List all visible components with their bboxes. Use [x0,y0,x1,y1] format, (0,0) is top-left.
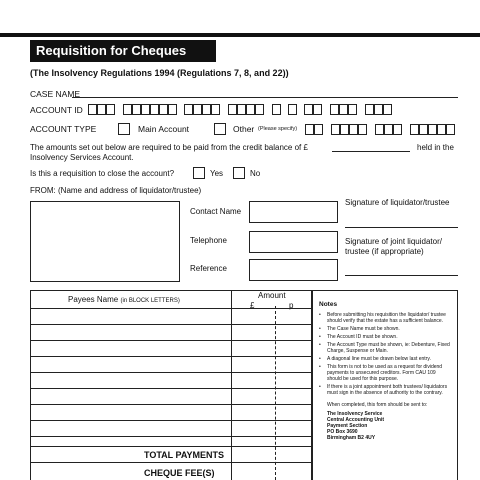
send-to-address: The Insolvency Service Central Accounting Unit Payment Section PO Box 3690 Birmingham B2 4UY [327,411,385,441]
close-yes-label: Yes [210,169,224,178]
account-id-boxes[interactable] [88,104,458,116]
case-name-label: CASE NAME [30,89,81,99]
table-row[interactable] [30,324,312,325]
table-row[interactable] [30,436,312,437]
top-rule [0,33,480,37]
close-account-question: Is this a requisition to close the account? [30,169,175,178]
table-row[interactable] [30,340,312,341]
payees-header: Payees Name (in BLOCK LETTERS) [68,295,180,304]
from-label: FROM: (Name and address of liquidator/trustee) [30,186,202,195]
form-subtitle: (The Insolvency Regulations 1994 (Regulations 7, 8, and 22)) [30,68,289,78]
main-account-label: Main Account [138,124,190,134]
send-to-text: When completed, this form should be sent to: [327,402,428,408]
close-yes-checkbox[interactable] [193,167,205,179]
account-id-label: ACCOUNT ID [30,105,83,115]
amount-header: Amount [258,291,286,300]
note-item: • This form is not to be used as a request for dividend payments to unsecured creditors. Form CAU 109 should be used for this purpose. [319,364,443,382]
note-item: • The Account ID must be shown. [319,334,398,340]
reference-label: Reference [190,264,227,273]
cheque-fee-label: CHEQUE FEE(S) [144,468,215,478]
telephone-label: Telephone [190,236,227,245]
note-item: • Before submitting his requisition the liquidator/ trustee should verify that the estate has a sufficient balance. [319,312,446,324]
telephone-field[interactable] [249,231,338,253]
form-title: Requisition for Cheques [30,40,216,62]
table-row[interactable] [30,388,312,389]
close-no-checkbox[interactable] [233,167,245,179]
amount-statement-line2: Insolvency Services Account. [30,153,134,162]
contact-name-label: Contact Name [190,207,242,216]
joint-signature-label-2: trustee (if appropriate) [345,247,424,256]
total-payments-label: TOTAL PAYMENTS [144,450,225,460]
reference-field[interactable] [249,259,338,281]
pence-header: p [289,301,294,310]
note-item: • The Case Name must be shown. [319,326,400,332]
table-row[interactable] [30,372,312,373]
table-row[interactable] [30,420,312,421]
pounds-header: £ [250,301,255,310]
table-row[interactable] [30,404,312,405]
credit-balance-field[interactable] [332,151,410,152]
other-checkbox[interactable] [214,123,226,135]
signature-line[interactable] [345,227,458,228]
joint-signature-label-1: Signature of joint liquidator/ [345,237,442,246]
liquidator-address-box[interactable] [30,201,180,282]
table-row[interactable] [30,356,312,357]
other-label: Other [233,124,255,134]
main-account-checkbox[interactable] [118,123,130,135]
account-type-label: ACCOUNT TYPE [30,124,97,134]
other-hint: (Please specify) [258,126,298,132]
note-item: • A diagonal line must be drawn below last entry. [319,356,431,362]
pence-divider [275,306,276,480]
close-no-label: No [250,169,261,178]
amount-statement-end: held in the [417,143,454,152]
notes-panel [312,290,458,480]
note-item: • The Account Type must be shown, ie: Debenture, Fixed Charge, Suspense or Main. [319,342,450,354]
contact-name-field[interactable] [249,201,338,223]
notes-title: Notes [319,301,338,308]
other-specify-boxes[interactable] [305,124,458,136]
case-name-field[interactable] [72,97,458,98]
amount-statement: The amounts set out below are required to be paid from the credit balance of £ [30,143,308,152]
joint-signature-line[interactable] [345,275,458,276]
signature-label: Signature of liquidator/trustee [345,198,450,207]
note-item: • If there is a joint appointment both trustees/ liquidators must sign in the absence of authority to the contrary. [319,384,448,396]
